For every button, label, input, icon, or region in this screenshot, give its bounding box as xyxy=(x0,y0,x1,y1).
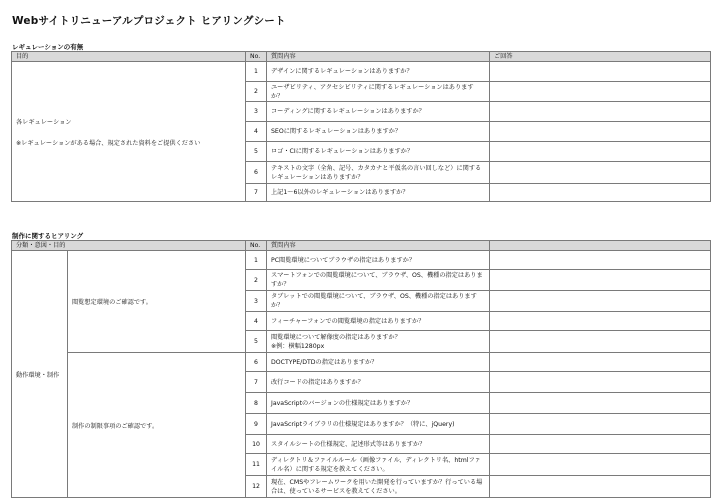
row-question: DOCTYPE/DTDの指定はありますか？ xyxy=(267,353,490,372)
answer-cell[interactable] xyxy=(490,62,711,82)
answer-cell[interactable] xyxy=(490,82,711,102)
answer-cell[interactable] xyxy=(490,122,711,142)
regulation-table xyxy=(11,51,711,202)
sub-category-label: 制作の制限事項のご確認です。 xyxy=(72,422,159,430)
header-question: 質問内容 xyxy=(267,52,490,62)
row-question-text: 閲覧環境について解像度の指定はありますか？ xyxy=(271,333,401,341)
production-table xyxy=(11,240,711,498)
row-no: 6 xyxy=(246,162,267,184)
row-no: 1 xyxy=(246,62,267,82)
row-question: フィーチャーフォンでの閲覧環境の指定はありますか？ xyxy=(267,312,490,331)
row-no: 3 xyxy=(246,102,267,122)
row-question: 上記1～6以外のレギュレーションはありますか？ xyxy=(267,184,490,202)
answer-cell[interactable] xyxy=(490,102,711,122)
main-category-label: 動作環境・制作 xyxy=(16,371,60,379)
row-no: 7 xyxy=(246,372,267,393)
row-no: 10 xyxy=(246,435,267,454)
row-no: 2 xyxy=(246,270,267,291)
answer-cell[interactable] xyxy=(490,162,711,184)
row-no: 2 xyxy=(246,82,267,102)
answer-cell[interactable] xyxy=(490,291,711,312)
main-category-cell xyxy=(12,251,68,498)
header-answer: ご回答 xyxy=(490,52,711,62)
row-no: 4 xyxy=(246,312,267,331)
answer-cell[interactable] xyxy=(490,435,711,454)
category-cell xyxy=(12,62,246,202)
row-question: JavaScriptのバージョンの仕様規定はありますか？ xyxy=(267,393,490,414)
row-question: SEOに関するレギュレーションはありますか？ xyxy=(267,122,490,142)
page-title: Webサイトリニューアルプロジェクト ヒアリングシート xyxy=(12,15,286,27)
answer-cell[interactable] xyxy=(490,184,711,202)
section-heading-production: 制作に関するヒアリング xyxy=(12,232,84,240)
row-no: 9 xyxy=(246,414,267,435)
row-no: 5 xyxy=(246,142,267,162)
header-no: No. xyxy=(246,52,267,62)
answer-cell[interactable] xyxy=(490,414,711,435)
row-no: 1 xyxy=(246,251,267,270)
row-question: コーディングに関するレギュレーションはありますか？ xyxy=(267,102,490,122)
header-no: No. xyxy=(246,241,267,251)
answer-cell[interactable] xyxy=(490,476,711,498)
row-no: 5 xyxy=(246,331,267,353)
row-no: 3 xyxy=(246,291,267,312)
row-no: 11 xyxy=(246,454,267,476)
sub-category-label: 閲覧想定環境のご確認です。 xyxy=(72,299,152,306)
header-category: 分類・意図・目的 xyxy=(12,241,246,251)
section-heading-regulation: レギュレーションの有無 xyxy=(12,43,84,51)
row-no: 7 xyxy=(246,184,267,202)
row-no: 12 xyxy=(246,476,267,498)
answer-cell[interactable] xyxy=(490,251,711,270)
row-question: タブレットでの閲覧環境について、ブラウザ、OS、機種の指定はありますか？ xyxy=(267,291,490,312)
sub-category-cell xyxy=(68,353,246,498)
answer-cell[interactable] xyxy=(490,312,711,331)
row-no: 8 xyxy=(246,393,267,414)
row-question xyxy=(267,331,490,353)
category-note: ※レギュレーションがある場合、規定された資料をご提供ください xyxy=(16,139,201,147)
answer-cell[interactable] xyxy=(490,393,711,414)
row-question: ディレクトリ＆ファイルルール（画像ファイル、ディレクトリ名、htmlファイル名）に関する規定を教えてください。 xyxy=(267,454,490,476)
answer-cell[interactable] xyxy=(490,454,711,476)
answer-cell[interactable] xyxy=(490,270,711,291)
answer-cell[interactable] xyxy=(490,372,711,393)
row-question: スマートフォンでの閲覧環境について、ブラウザ、OS、機種の指定はありますか？ xyxy=(267,270,490,291)
row-question: テキストの文字（全角、記号、カタカナと平仮名の言い回しなど）に関するレギュレーションはありますか？ xyxy=(267,162,490,184)
row-no: 4 xyxy=(246,122,267,142)
row-question: 現在、CMSやフレームワークを用いた開発を行っていますか？行っている場合は、使っているサービスを教えてください。 xyxy=(267,476,490,498)
row-question: ユーザビリティ、アクセシビリティに関するレギュレーションはありますか？ xyxy=(267,82,490,102)
row-no: 6 xyxy=(246,353,267,372)
category-label: 各レギュレーション xyxy=(16,118,72,126)
row-question-example: ※例：横幅1280px xyxy=(271,342,325,350)
row-question: PC閲覧環境についてブラウザの指定はありますか？ xyxy=(267,251,490,270)
row-question: 改行コードの指定はありますか？ xyxy=(267,372,490,393)
row-question: JavaScriptライブラリの仕様規定はありますか？（特に、jQuery) xyxy=(267,414,490,435)
row-question: スタイルシートの仕様規定、記述形式等はありますか？ xyxy=(267,435,490,454)
row-question: ロゴ・CIに関するレギュレーションはありますか？ xyxy=(267,142,490,162)
header-purpose: 目的 xyxy=(12,52,246,62)
row-question: デザインに関するレギュレーションはありますか？ xyxy=(267,62,490,82)
answer-cell[interactable] xyxy=(490,331,711,353)
answer-cell[interactable] xyxy=(490,142,711,162)
sub-category-cell xyxy=(68,251,246,353)
header-question: 質問内容 xyxy=(267,241,490,251)
answer-cell[interactable] xyxy=(490,353,711,372)
